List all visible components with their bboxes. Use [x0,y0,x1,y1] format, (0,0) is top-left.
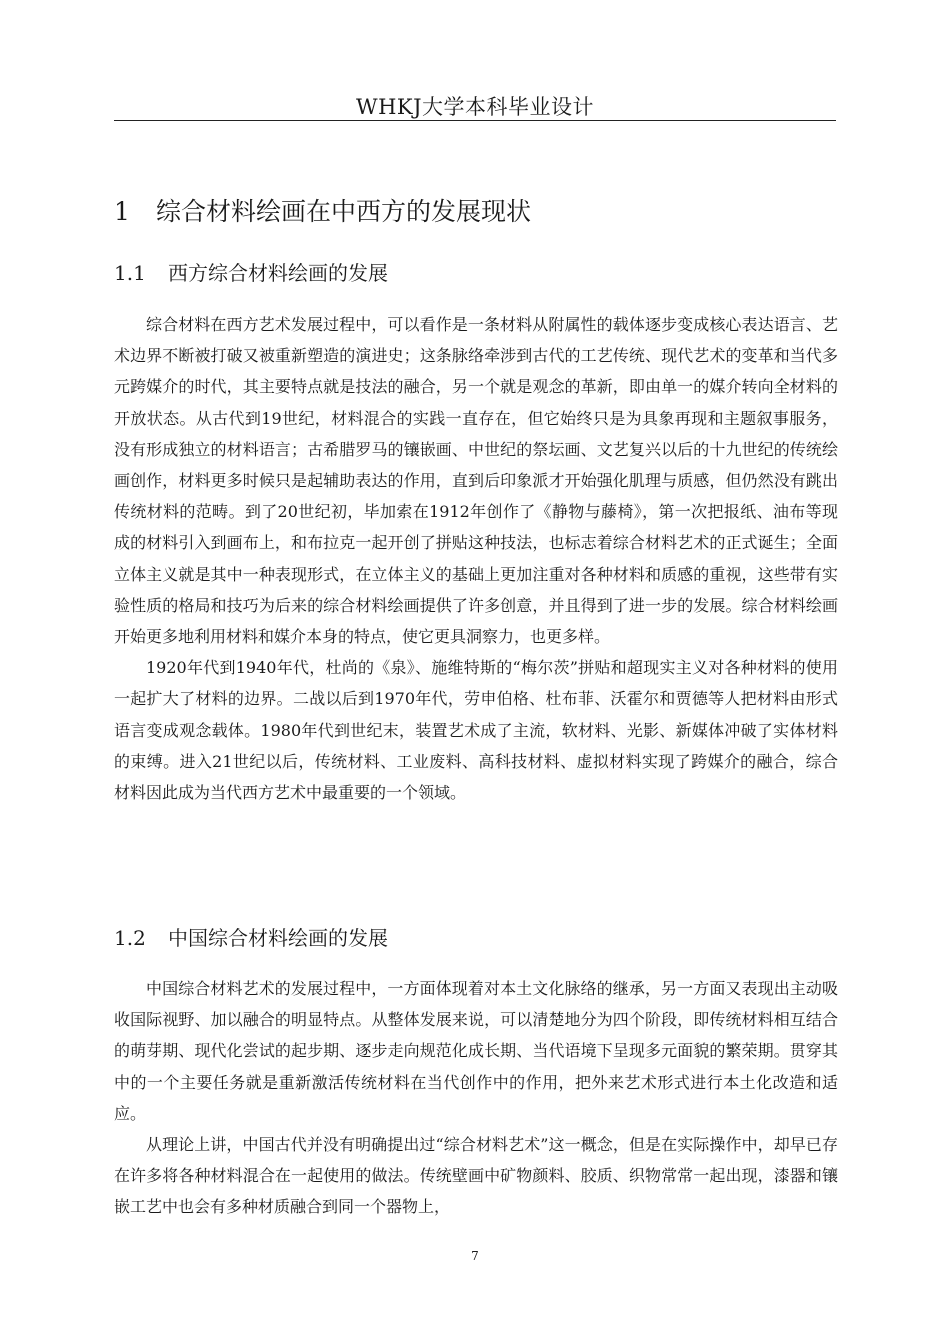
section-body [114,973,838,1223]
section-number: 1.1 [114,261,146,285]
section-heading [114,923,836,953]
running-header: WHKJ大学本科毕业设计 [355,95,594,119]
paragraph: 1920年代到1940年代，杜尚的《泉》、施维特斯的“梅尔茨”拼贴和超现实主义对各种材料的使用一起扩大了材料的边界。二战以后到1970年代，劳申伯格、杜布菲、沃霍尔和贾德等人把材料由形式语言变成观念载体。1980年代到世纪末，装置艺术成了主流，软材料、光影、新媒体冲破了实体材料的束缚。进入21世纪以后，传统材料、工业废料、高科技材料、虚拟材料实现了跨媒介的融合，综合材料因此成为当代西方艺术中最重要的一个领域。 [114,658,838,803]
section-body [114,309,838,808]
paragraph: 从理论上讲，中国古代并没有明确提出过“综合材料艺术”这一概念，但是在实际操作中，却早已存在许多将各种材料混合在一起使用的做法。传统壁画中矿物颜料、胶质、织物常常一起出现，漆器和镶嵌工艺中也会有多种材质融合到同一个器物上， [114,1135,838,1217]
section-title: 中国综合材料绘画的发展 [168,926,388,950]
section-heading [114,258,836,288]
header-divider [114,120,836,121]
chapter-number: 1 [114,197,130,226]
paragraph: 综合材料在西方艺术发展过程中，可以看作是一条材料从附属性的载体逐步变成核心表达语言、艺术边界不断被打破又被重新塑造的演进史；这条脉络牵涉到古代的工艺传统、现代艺术的变革和当代多元跨媒介的时代，其主要特点就是技法的融合，另一个就是观念的革新，即由单一的媒介转向全材料的开放状态。从古代到19世纪，材料混合的实践一直存在，但它始终只是为具象再现和主题叙事服务，没有形成独立的材料语言；古希腊罗马的镶嵌画、中世纪的祭坛画、文艺复兴以后的十九世纪的传统绘画创作，材料更多时候只是起辅助表达的作用，直到后印象派才开始强化肌理与质感，但仍然没有跳出传统材料的范畴。到了20世纪初，毕加索在1912年创作了《静物与藤椅》，第一次把报纸、油布等现成的材料引入到画布上，和布拉克一起开创了拼贴这种技法，也标志着综合材料艺术的正式诞生；全面立体主义就是其中一种表现形式，在立体主义的基础上更加注重对各种材料和质感的重视，这些带有实验性质的格局和技巧为后来的综合材料绘画提供了许多创意，并且得到了进一步的发展。综合材料绘画开始更多地利用材料和媒介本身的特点，使它更具洞察力，也更多样。 [114,315,838,647]
section-title: 西方综合材料绘画的发展 [168,261,388,285]
chapter-heading [114,194,836,230]
chapter-title: 综合材料绘画在中西方的发展现状 [156,197,532,226]
page-number: 7 [471,1249,479,1263]
section-number: 1.2 [114,926,146,950]
paragraph: 中国综合材料艺术的发展过程中，一方面体现着对本土文化脉络的继承，另一方面又表现出主动吸收国际视野、加以融合的明显特点。从整体发展来说，可以清楚地分为四个阶段，即传统材料相互结合的萌芽期、现代化尝试的起步期、逐步走向规范化成长期、当代语境下呈现多元面貌的繁荣期。贯穿其中的一个主要任务就是重新激活传统材料在当代创作中的作用，把外来艺术形式进行本土化改造和适应。 [114,979,838,1123]
